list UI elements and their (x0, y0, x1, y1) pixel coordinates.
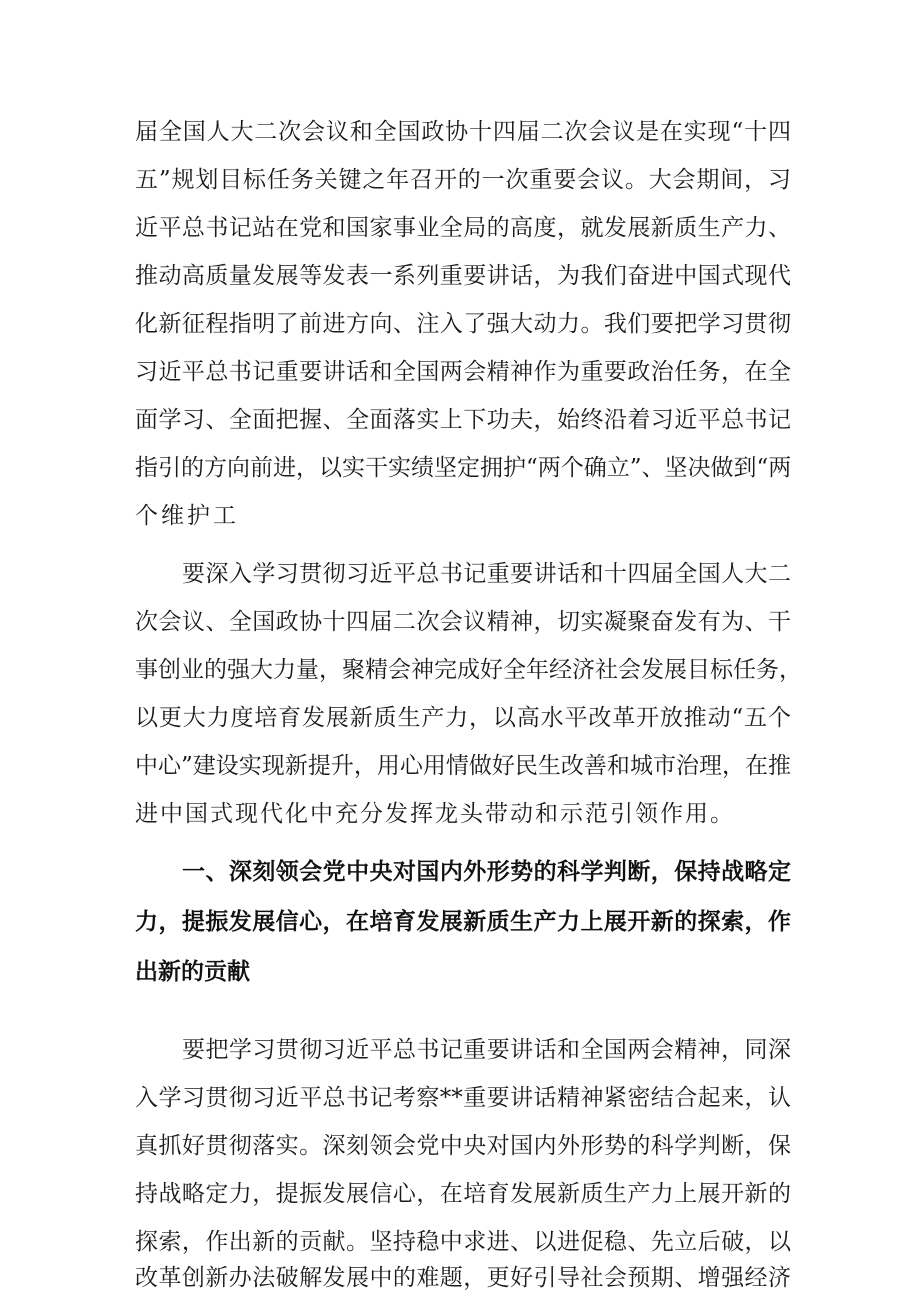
paragraph-line: 面学习、全面把握、全面落实上下功夫，始终沿着习近平总书记 (135, 407, 791, 433)
paragraph-line: 中心”建设实现新提升，用心用情做好民生改善和城市治理，在推 (135, 753, 791, 779)
paragraph-line: 改革创新办法破解发展中的难题，更好引导社会预期、增强经济 (135, 1265, 791, 1291)
paragraph-line: 要把学习贯彻习近平总书记重要讲话和全国两会精神，同深 (182, 1037, 791, 1063)
paragraph-line: 习近平总书记重要讲话和全国两会精神作为重要政治任务，在全 (135, 359, 791, 385)
paragraph-line: 指引的方向前进，以实干实绩坚定拥护“两个确立”、坚决做到“两 (135, 455, 792, 481)
paragraph-line: 真抓好贯彻落实。深刻领会党中央对国内外形势的科学判断，保 (135, 1133, 791, 1159)
paragraph-line: 化新征程指明了前进方向、注入了强大动力。我们要把学习贯彻 (135, 311, 791, 337)
heading-line: 力，提振发展信心，在培育发展新质生产力上展开新的探索，作 (135, 909, 791, 935)
paragraph-line: 近平总书记站在党和国家事业全局的高度，就发展新质生产力、 (135, 215, 791, 241)
paragraph-line: 五”规划目标任务关键之年召开的一次重要会议。大会期间，习 (135, 167, 791, 193)
paragraph-line: 以更大力度培育发展新质生产力，以高水平改革开放推动“五个 (135, 705, 791, 731)
paragraph-line: 探索，作出新的贡献。坚持稳中求进、以进促稳、先立后破，以 (135, 1229, 791, 1255)
paragraph-line: 持战略定力，提振发展信心，在培育发展新质生产力上展开新的 (135, 1181, 791, 1207)
paragraph-line: 入学习贯彻习近平总书记考察**重要讲话精神紧密结合起来，认 (135, 1085, 791, 1111)
heading-line: 出新的贡献 (135, 959, 250, 985)
paragraph-line: 个维护工 (135, 503, 239, 529)
paragraph-line: 推动高质量发展等发表一系列重要讲话，为我们奋进中国式现代 (135, 263, 791, 289)
paragraph-line: 事创业的强大力量，聚精会神完成好全年经济社会发展目标任务， (135, 657, 802, 683)
paragraph-line: 要深入学习贯彻习近平总书记重要讲话和十四届全国人大二 (182, 561, 791, 587)
paragraph-line: 次会议、全国政协十四届二次会议精神，切实凝聚奋发有为、干 (135, 609, 791, 635)
paragraph-line: 届全国人大二次会议和全国政协十四届二次会议是在实现“十四 (135, 119, 791, 145)
heading-line: 一、深刻领会党中央对国内外形势的科学判断，保持战略定 (182, 859, 791, 885)
paragraph-line: 进中国式现代化中充分发挥龙头带动和示范引领作用。 (135, 801, 735, 827)
